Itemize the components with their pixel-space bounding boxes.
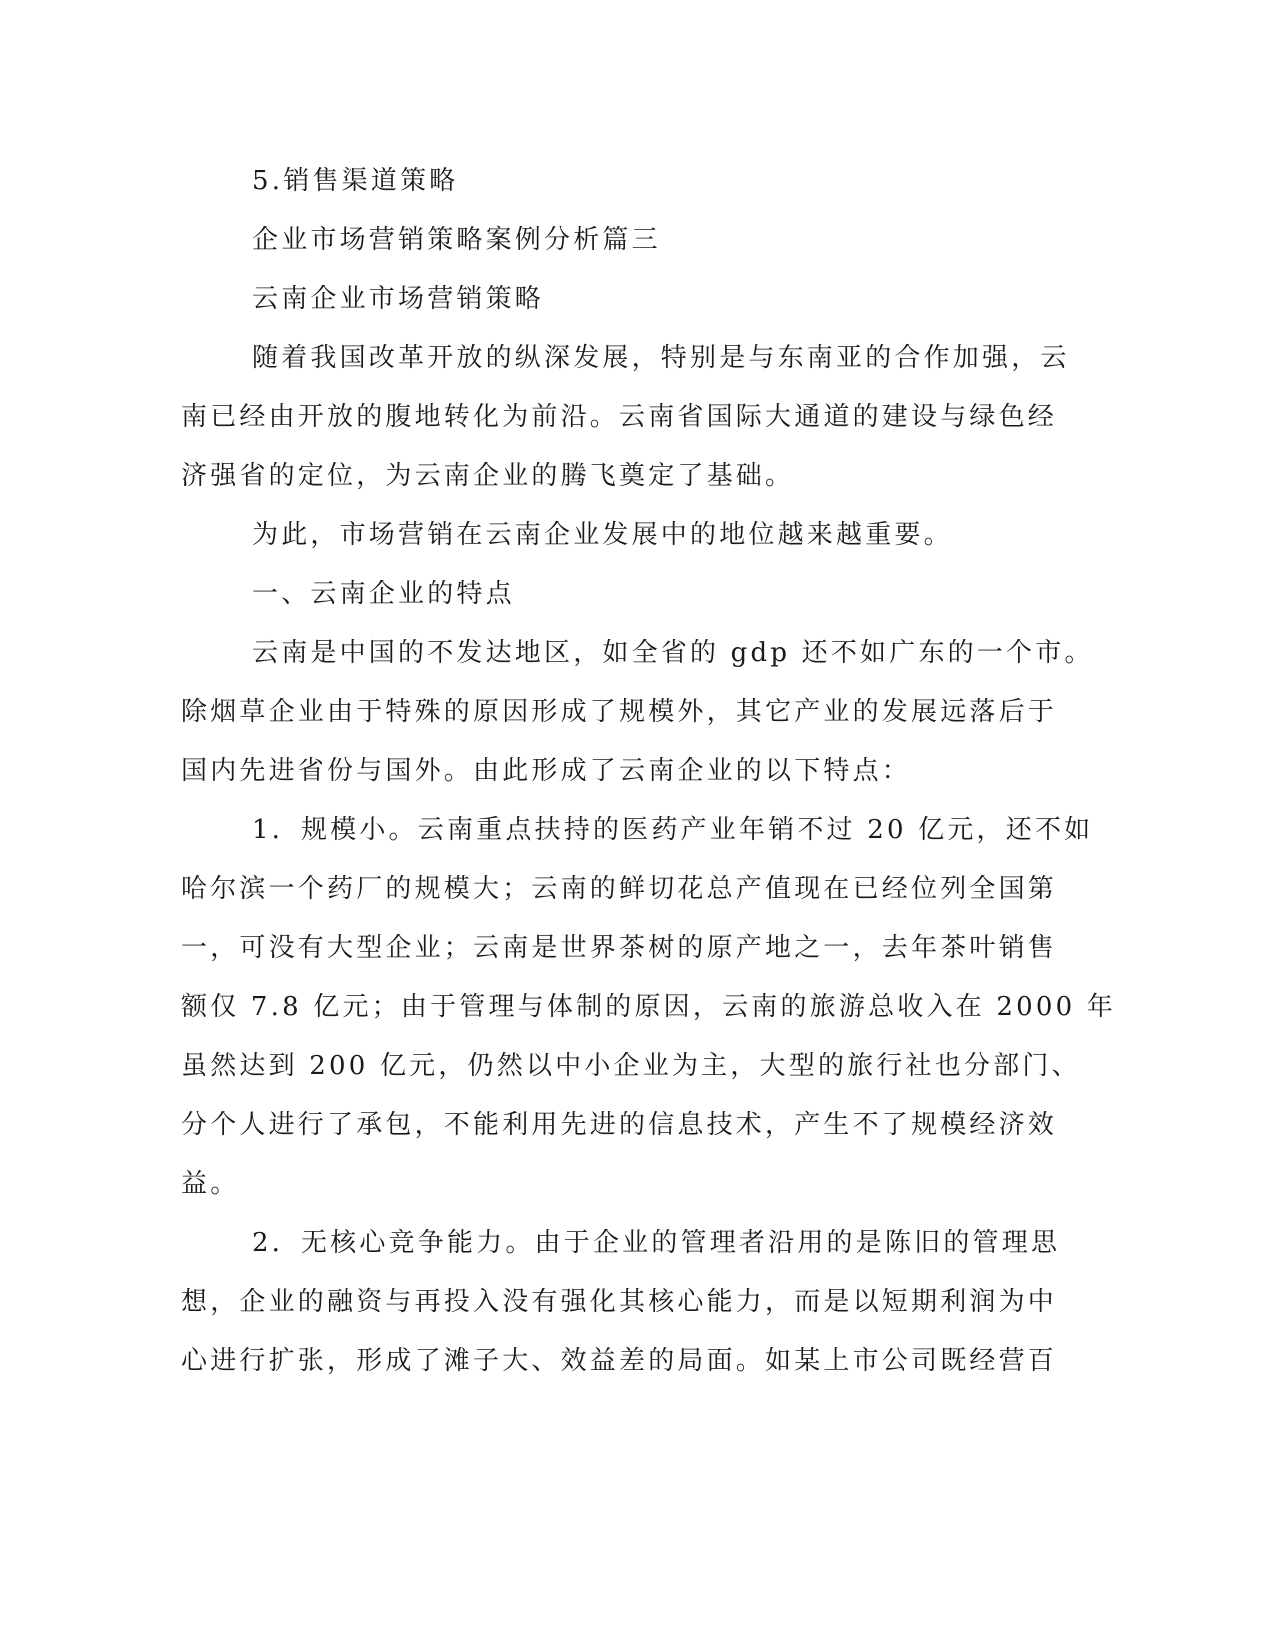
article-subtitle: 云南企业市场营销策略 [252,284,545,314]
list-item-line: 分个人进行了承包，不能利用先进的信息技术，产生不了规模经济效 [181,1110,1058,1140]
paragraph-line: 南已经由开放的腹地转化为前沿。云南省国际大通道的建设与绿色经 [181,402,1058,432]
list-item-line: 额仅 7.8 亿元；由于管理与体制的原因，云南的旅游总收入在 2000 年 [181,992,1116,1022]
paragraph-line: 云南是中国的不发达地区，如全省的 gdp 还不如广东的一个市。 [252,638,1094,668]
list-item-line: 想，企业的融资与再投入没有强化其核心能力，而是以短期利润为中 [181,1287,1058,1317]
list-item-line: 一，可没有大型企业；云南是世界茶树的原产地之一，去年茶叶销售 [181,933,1058,963]
list-item-line: 2．无核心竞争能力。由于企业的管理者沿用的是陈旧的管理思 [252,1228,1061,1258]
paragraph-line: 随着我国改革开放的纵深发展，特别是与东南亚的合作加强，云 [252,343,1070,373]
list-item-line: 心进行扩张，形成了滩子大、效益差的局面。如某上市公司既经营百 [181,1346,1058,1376]
section-heading: 5.销售渠道策略 [252,166,459,196]
list-item-line: 哈尔滨一个药厂的规模大；云南的鲜切花总产值现在已经位列全国第 [181,874,1058,904]
paragraph-line: 除烟草企业由于特殊的原因形成了规模外，其它产业的发展远落后于 [181,697,1058,727]
section-heading: 一、云南企业的特点 [252,579,515,609]
document-body [181,152,1116,1391]
article-title: 企业市场营销策略案例分析篇三 [252,225,661,255]
paragraph-line: 济强省的定位，为云南企业的腾飞奠定了基础。 [181,461,795,491]
list-item-line: 1．规模小。云南重点扶持的医药产业年销不过 20 亿元，还不如 [252,815,1094,845]
paragraph-line: 为此，市场营销在云南企业发展中的地位越来越重要。 [252,520,953,550]
list-item-line: 虽然达到 200 亿元，仍然以中小企业为主，大型的旅行社也分部门、 [181,1051,1081,1081]
paragraph-line: 国内先进省份与国外。由此形成了云南企业的以下特点： [181,756,912,786]
list-item-line: 益。 [181,1169,240,1199]
